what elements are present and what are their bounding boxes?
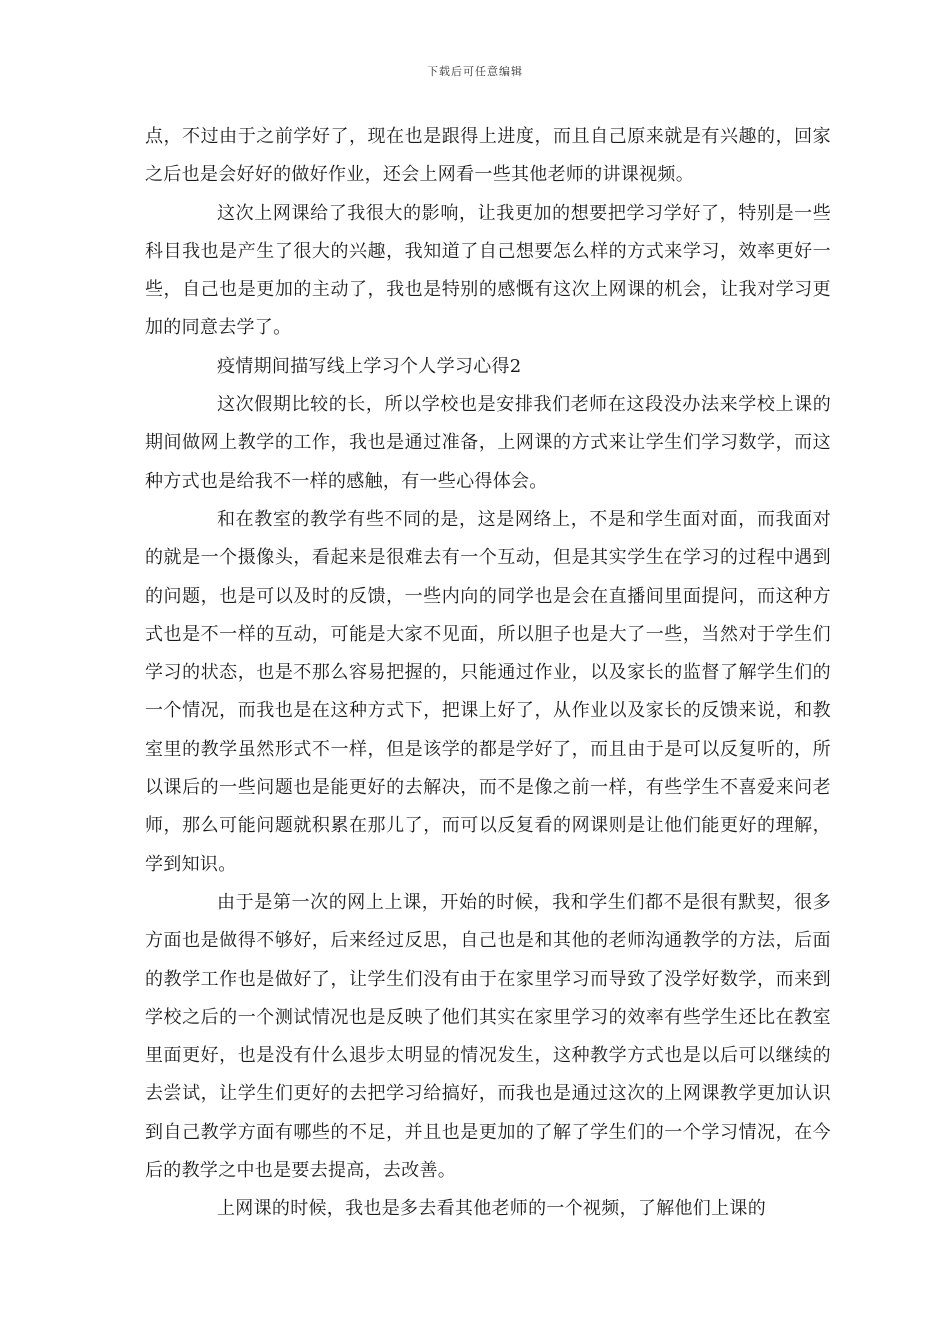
document-body bbox=[145, 118, 831, 1229]
paragraph: 点，不过由于之前学好了，现在也是跟得上进度，而且自己原来就是有兴趣的，回家之后也是会好好的做好作业，还会上网看一些其他老师的讲课视频。 bbox=[145, 126, 831, 186]
paragraph: 和在教室的教学有些不同的是，这是网络上，不是和学生面对面，而我面对的就是一个摄像头，看起来是很难去有一个互动，但是其实学生在学习的过程中遇到的问题，也是可以及时的反馈，一些内向的同学也是会在直播间里面提问，而这种方式也是不一样的互动，可能是大家不见面，所以胆子也是大了一些，当然对于学生们学习的状态，也是不那么容易把握的，只能通过作业，以及家长的监督了解学生们的一个情况，而我也是在这种方式下，把课上好了，从作业以及家长的反馈来说，和教室里的教学虽然形式不一样，但是该学的都是学好了，而且由于是可以反复听的，所以课后的一些问题也是能更好的去解决，而不是像之前一样，有些学生不喜爱来问老师，那么可能问题就积累在那儿了，而可以反复看的网课则是让他们能更好的理解，学到知识。 bbox=[145, 508, 831, 875]
page-header: 下载后可任意编辑 bbox=[427, 65, 523, 78]
paragraph: 这次假期比较的长，所以学校也是安排我们老师在这段没办法来学校上课的期间做网上教学的工作，我也是通过准备，上网课的方式来让学生们学习数学，而这种方式也是给我不一样的感触，有一些心得体会。 bbox=[145, 394, 831, 492]
paragraph: 上网课的时候，我也是多去看其他老师的一个视频，了解他们上课的 bbox=[217, 1198, 766, 1220]
paragraph: 由于是第一次的网上上课，开始的时候，我和学生们都不是很有默契，很多方面也是做得不够好，后来经过反思，自己也是和其他的老师沟通教学的方法，后面的教学工作也是做好了，让学生们没有由于在家里学习而导致了没学好数学，而来到学校之后的一个测试情况也是反映了他们其实在家里学习的效率有些学生还比在教室里面更好，也是没有什么退步太明显的情况发生，这种教学方式也是以后可以继续的去尝试，让学生们更好的去把学习给搞好，而我也是通过这次的上网课教学更加认识到自己教学方面有哪些的不足，并且也是更加的了解了学生们的一个学习情况，在今后的教学之中也是要去提高，去改善。 bbox=[145, 891, 831, 1182]
section-title: 疫情期间描写线上学习个人学习心得2 bbox=[217, 355, 522, 377]
paragraph: 这次上网课给了我很大的影响，让我更加的想要把学习学好了，特别是一些科目我也是产生了很大的兴趣，我知道了自己想要怎么样的方式来学习，效率更好一些，自己也是更加的主动了，我也是特别的感慨有这次上网课的机会，让我对学习更加的同意去学了。 bbox=[145, 202, 831, 339]
